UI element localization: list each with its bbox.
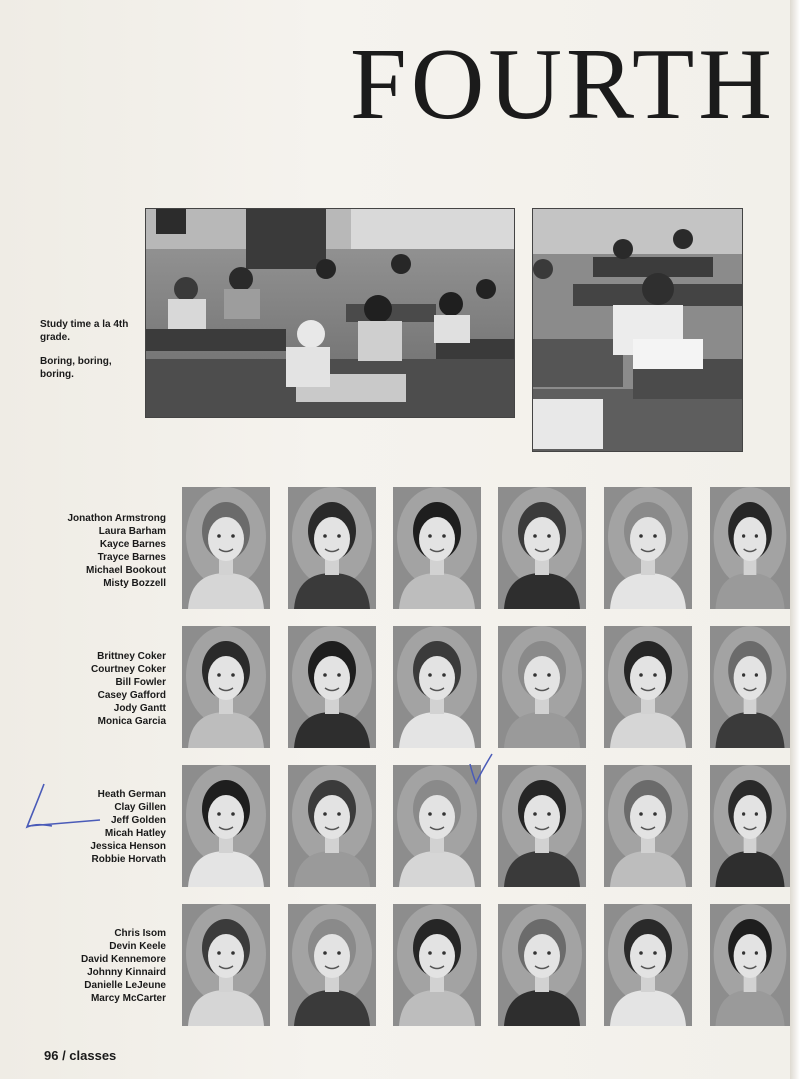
caption-line-2: Boring, boring, boring. (40, 356, 112, 380)
student-name: Clay Gillen (114, 802, 166, 813)
name-list-row-4 (20, 927, 166, 1005)
student-name: Micah Hatley (104, 828, 166, 839)
page-folio: 96 / classes (44, 1048, 117, 1063)
name-list-row-2 (20, 650, 166, 728)
student-name: Bill Fowler (115, 677, 166, 688)
student-portrait (604, 765, 692, 887)
photo-caption (40, 318, 140, 392)
student-portrait (498, 487, 586, 609)
student-portrait (288, 765, 376, 887)
student-portrait (710, 904, 790, 1026)
student-name: Jeff Golden (110, 815, 166, 826)
student-portrait (393, 904, 481, 1026)
name-list-row-1 (20, 512, 166, 590)
student-portrait (604, 904, 692, 1026)
student-name: Jody Gantt (113, 703, 166, 714)
candid-photo-classroom (145, 208, 515, 418)
student-name: David Kennemore (80, 954, 166, 965)
student-name: Misty Bozzell (103, 578, 166, 589)
student-name: Robbie Horvath (91, 854, 166, 865)
student-portrait (604, 626, 692, 748)
pen-arrow-mark (22, 780, 102, 840)
student-portrait (288, 904, 376, 1026)
student-portrait (604, 487, 692, 609)
student-portrait (393, 487, 481, 609)
caption-line-1: Study time a la 4th grade. (40, 319, 129, 343)
student-portrait (498, 626, 586, 748)
student-portrait (710, 626, 790, 748)
pen-check-mark (466, 752, 496, 786)
student-name: Casey Gafford (97, 690, 166, 701)
student-portrait (182, 904, 270, 1026)
page-edge (790, 0, 800, 1079)
student-name: Chris Isom (114, 928, 166, 939)
candid-photo-reading (532, 208, 743, 452)
student-name: Marcy McCarter (90, 993, 166, 1004)
student-name: Heath German (97, 789, 166, 800)
student-name: Courtney Coker (90, 664, 166, 675)
student-name: Monica Garcia (97, 716, 166, 727)
student-portrait (182, 626, 270, 748)
student-name: Johnny Kinnaird (87, 967, 166, 978)
student-name: Michael Bookout (85, 565, 166, 576)
student-name: Jessica Henson (90, 841, 166, 852)
student-portrait (288, 626, 376, 748)
student-name: Laura Barham (98, 526, 166, 537)
student-portrait (182, 765, 270, 887)
student-portrait (393, 626, 481, 748)
student-name: Devin Keele (109, 941, 166, 952)
page-title: FOURTH (350, 30, 776, 140)
student-portrait (498, 765, 586, 887)
student-name: Danielle LeJeune (84, 980, 166, 991)
student-name: Trayce Barnes (97, 552, 166, 563)
student-name: Brittney Coker (97, 651, 166, 662)
student-portrait (710, 765, 790, 887)
student-name: Jonathon Armstrong (67, 513, 166, 524)
student-portrait (182, 487, 270, 609)
student-portrait (288, 487, 376, 609)
student-name: Kayce Barnes (99, 539, 166, 550)
student-portrait (498, 904, 586, 1026)
student-portrait (710, 487, 790, 609)
